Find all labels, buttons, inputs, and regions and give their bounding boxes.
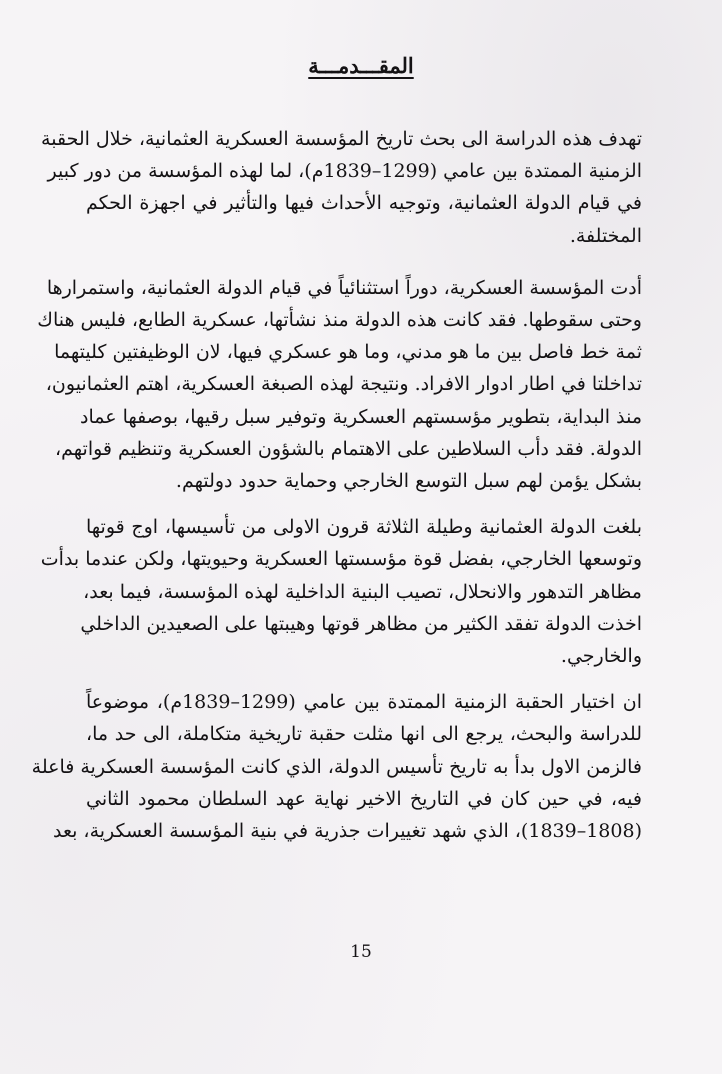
text-line: فيه، في حين كان في التاريخ الاخير نهاية عهد السلطان محمود الثاني [86,787,642,810]
body-text [31,123,642,847]
text-line: ان اختيار الحقبة الزمنية الممتدة بين عامي (1299–1839م)، موضوعاً [86,691,642,714]
text-line: بلغت الدولة العثمانية وطيلة الثلاثة قرون الاولى من تأسيسها، اوج قوتها [86,516,642,539]
text-line: ثمة خط فاصل بين ما هو مدني، وما هو عسكري فيها، لان الوظيفتين كليتهما [54,341,642,364]
text-line: اخذت الدولة تفقد الكثير من مظاهر قوتها وهيبتها على الصعيدين الداخلي [80,612,642,635]
text-line: في قيام الدولة العثمانية، وتوجيه الأحداث فيها والتأثير في اجهزة الحكم [86,192,642,215]
paragraph-3 [40,511,642,672]
text-line: أدت المؤسسة العسكرية، دوراً استثنائياً في قيام الدولة العثمانية، واستمرارها [46,276,642,299]
text-line: تهدف هذه الدراسة الى بحث تاريخ المؤسسة العسكرية العثمانية، خلال الحقبة [41,128,642,150]
paragraph-4 [31,686,642,847]
text-line: وتوسعها الخارجي، بفضل قوة مؤسستها العسكرية وحيويتها، ولكن عندما بدأت [40,548,642,571]
text-line: منذ البداية، بتطوير مؤسستهم العسكرية وتوفير سبل رقيها، بوصفها عماد [80,405,642,428]
page-number: 15 [350,942,372,962]
text-line: فالزمن الاول بدأ به تاريخ تأسيس الدولة، الذي كانت المؤسسة العسكرية فاعلة [31,755,642,778]
text-line: (1808–1839)، الذي شهد تغييرات جذرية في بنية المؤسسة العسكرية، بعد [52,820,642,843]
text-line: مظاهر التدهور والانحلال، تصيب البنية الداخلية لهذه المؤسسة، فيما بعد، [83,580,642,603]
paragraph-1 [41,123,642,252]
text-line: الزمنية الممتدة بين عامي (1299–1839م)، لما لهذه المؤسسة من دور كبير [47,160,642,183]
text-line: بشكل يؤمن لهم سبل التوسع الخارجي وحماية حدود دولتهم. [175,470,642,493]
text-line: والخارجي. [560,645,642,668]
text-line: المختلفة. [569,224,642,247]
paragraph-2 [37,272,642,497]
chapter-heading: المقـــدمـــة [308,53,414,78]
text-line: وحتى سقوطها. فقد كانت هذه الدولة منذ نشأتها، عسكرية الطابع، فليس هناك [37,309,642,332]
text-line: الدولة. فقد دأب السلاطين على الاهتمام بالشؤون العسكرية وتنظيم قواتهم، [55,437,642,460]
text-line: للدراسة والبحث، يرجع الى انها مثلت حقبة تاريخية متكاملة، الى حد ما، [86,723,642,746]
text-line: تداخلتا في اطار ادوار الافراد. ونتيجة لهذه الصبغة العسكرية، اهتم العثمانيون، [45,373,642,396]
